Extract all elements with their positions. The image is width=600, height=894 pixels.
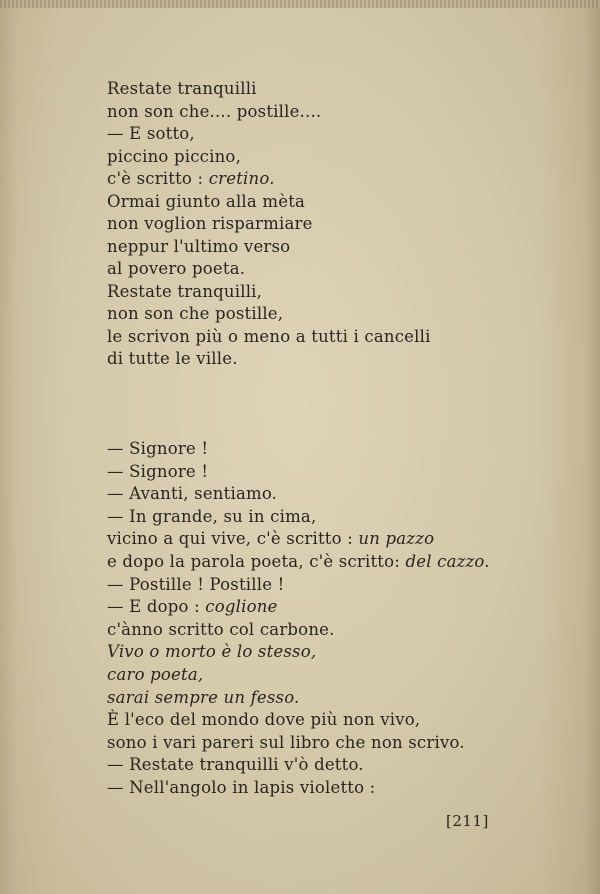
poem-line: non son che postille, — [107, 304, 284, 323]
line-text: vicino a qui vive, c'è scritto : — [107, 529, 353, 549]
poem-line-italic: caro poeta, — [107, 664, 204, 684]
line-text: e dopo la parola poeta, c'è scritto: — [107, 551, 401, 571]
poem-line: le scrivon più o meno a tutti i cancelli — [107, 326, 431, 346]
poem-line — [107, 528, 490, 551]
poem-line: sono i vari pareri sul libro che non scrivo. — [107, 732, 465, 752]
italic-phrase: del cazzo. — [405, 551, 490, 571]
poem-stanza-1 — [107, 78, 431, 371]
poem-line-italic: Vivo o morto è lo stesso, — [107, 642, 317, 662]
poem-line: c'ànno scritto col carbone. — [107, 619, 335, 639]
poem-line: — Signore ! — [107, 461, 209, 481]
poem-line: Ormai giunto alla mèta — [107, 191, 306, 211]
poem-line: Restate tranquilli, — [107, 281, 263, 301]
poem-line: — Postille ! Postille ! — [107, 574, 285, 594]
italic-word: coglione — [205, 597, 278, 617]
line-text: c'è scritto : — [107, 169, 204, 188]
poem-line — [107, 551, 490, 574]
poem-line: — Signore ! — [107, 439, 209, 458]
page-top-edge — [0, 0, 600, 8]
poem-line: non voglion risparmiare — [107, 214, 313, 233]
poem-line — [107, 596, 490, 619]
poem-line: — Restate tranquilli v'ò detto. — [107, 755, 364, 775]
poem-line: Restate tranquilli — [107, 79, 257, 98]
poem-line: al povero poeta. — [107, 259, 246, 278]
poem-line: — In grande, su in cima, — [107, 506, 317, 526]
poem-line: neppur l'ultimo verso — [107, 236, 291, 256]
poem-line — [107, 168, 431, 191]
poem-stanza-2 — [107, 438, 490, 800]
poem-line: — E sotto, — [107, 124, 195, 143]
italic-word: cretino. — [208, 169, 275, 188]
italic-phrase: un pazzo — [358, 529, 435, 549]
page-number: [211] — [446, 812, 489, 830]
poem-line: — Nell'angolo in lapis violetto : — [107, 777, 376, 797]
poem-line: non son che.... postille.... — [107, 101, 322, 121]
poem-line: di tutte le ville. — [107, 349, 238, 368]
poem-line: piccino piccino, — [107, 146, 242, 166]
line-text: — E dopo : — [107, 597, 200, 617]
poem-line: — Avanti, sentiamo. — [107, 484, 278, 504]
poem-line: È l'eco del mondo dove più non vivo, — [107, 710, 421, 730]
poem-line-italic: sarai sempre un fesso. — [107, 687, 300, 707]
